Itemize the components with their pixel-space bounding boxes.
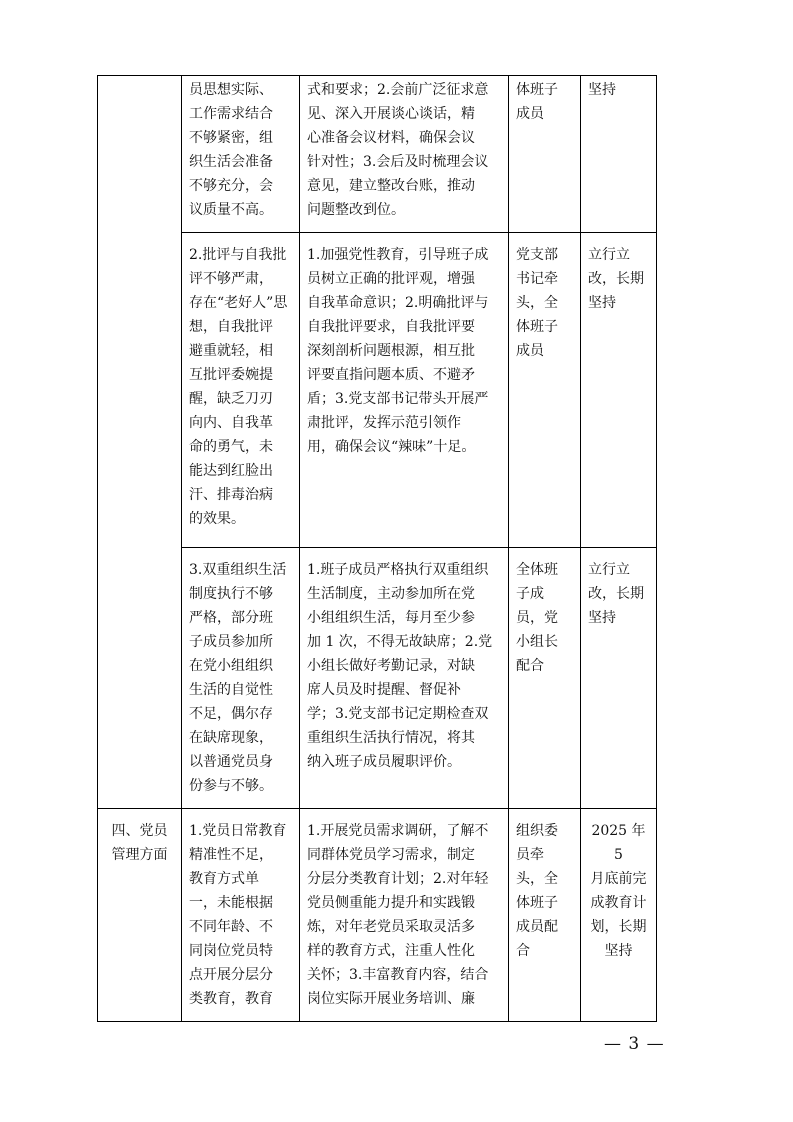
deadline-text: 坚持	[588, 82, 616, 98]
measures-text: 式和要求；2.会前广泛征求意 见、深入开展谈心谈话，精 心准备会议材料，确保会议 针对性；3.会后及时梳理会议 意见，建立整改台账，推动 问题整改到位。	[307, 82, 489, 218]
problem-text: 1.党员日常教育 精准性不足， 教育方式单 一，未能根据 不同年龄、不 同岗位党员特 点开展分层分 类教育，教育	[189, 823, 287, 1007]
page-number: — 3 —	[604, 1034, 665, 1054]
deadline-cell	[581, 809, 657, 1022]
measures-cell	[300, 76, 509, 233]
measures-cell	[300, 548, 509, 809]
category-cell	[98, 76, 182, 809]
responsible-cell	[509, 233, 581, 548]
problem-text: 3.双重组织生活 制度执行不够 严格，部分班 子成员参加所 在党小组组织 生活的自觉性 不足，偶尔存 在缺席现象， 以普通党员身 份参与不够。	[189, 562, 287, 794]
rectification-table	[97, 75, 657, 1022]
responsible-cell	[509, 76, 581, 233]
problem-cell	[182, 548, 300, 809]
problem-text: 员思想实际、 工作需求结合 不够紧密，组 织生活会准备 不够充分，会 议质量不高。	[189, 82, 273, 218]
measures-cell	[300, 809, 509, 1022]
measures-text: 1.班子成员严格执行双重组织 生活制度，主动参加所在党 小组组织生活，每月至少参 加 1 次，不得无故缺席；2.党 小组长做好考勤记录，对缺 席人员及时提醒、督促补 学；3.党支部书记定期检查双 重组织生活执行情况，将其 纳入班子成员履职评价。	[307, 562, 493, 770]
responsible-text: 党支部 书记牵 头，全 体班子 成员	[516, 247, 558, 359]
responsible-text: 体班子 成员	[516, 82, 558, 122]
problem-cell	[182, 809, 300, 1022]
deadline-cell	[581, 548, 657, 809]
deadline-text: 立行立 改，长期 坚持	[588, 562, 644, 626]
table-row	[98, 809, 657, 1022]
table-row	[98, 548, 657, 809]
deadline-text: 立行立 改，长期 坚持	[588, 247, 644, 311]
category-text: 四、党员 管理方面	[111, 823, 168, 863]
deadline-cell	[581, 76, 657, 233]
measures-text: 1.开展党员需求调研，了解不 同群体党员学习需求，制定 分层分类教育计划；2.对年轻 党员侧重能力提升和实践锻 炼，对年老党员采取灵活多 样的教育方式，注重人性化 关怀；3.丰富教育内容，结合 岗位实际开展业务培训、廉	[307, 823, 489, 1007]
problem-cell	[182, 76, 300, 233]
deadline-cell	[581, 233, 657, 548]
table-row	[98, 233, 657, 548]
measures-cell	[300, 233, 509, 548]
responsible-text: 组织委 员牵 头，全 体班子 成员配 合	[516, 823, 558, 959]
responsible-cell	[509, 809, 581, 1022]
category-cell	[98, 809, 182, 1022]
deadline-text: 2025 年 5 月底前完 成教育计 划，长期 坚持	[590, 823, 647, 959]
table-row	[98, 76, 657, 233]
measures-text: 1.加强党性教育，引导班子成 员树立正确的批评观，增强 自我革命意识；2.明确批评与 自我批评要求，自我批评要 深刻剖析问题根源，相互批 评要直指问题本质、不避矛 盾；3.党支部书记带头开展严 肃批评，发挥示范引领作 用，确保会议“辣味”十足。	[307, 247, 489, 455]
responsible-text: 全体班 子成 员，党 小组长 配合	[516, 562, 558, 674]
responsible-cell	[509, 548, 581, 809]
problem-text: 2.批评与自我批 评不够严肃， 存在“老好人”思 想，自我批评 避重就轻，相 互批评委婉提 醒，缺乏刀刃 向内、自我革 命的勇气，未 能达到红脸出 汗、排毒治病 的效果。	[189, 247, 288, 527]
problem-cell	[182, 233, 300, 548]
